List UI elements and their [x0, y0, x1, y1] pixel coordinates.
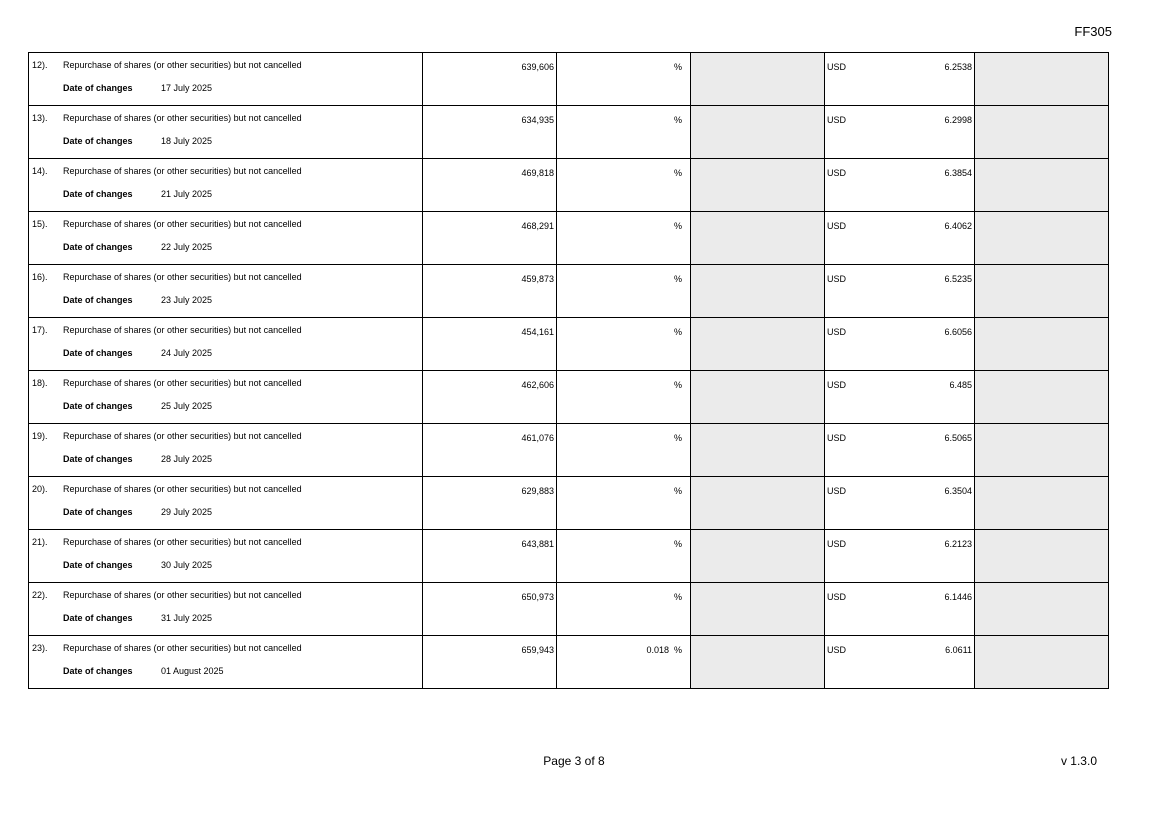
price-value: 6.485: [949, 380, 972, 390]
shaded-cell: [691, 424, 825, 477]
date-of-changes-label: Date of changes: [63, 189, 133, 199]
shaded-cell: [975, 636, 1109, 689]
percent-sign: %: [673, 486, 682, 496]
table-row: [29, 583, 1109, 636]
shaded-cell: [975, 530, 1109, 583]
shaded-cell: [691, 53, 825, 106]
page-number: Page 3 of 8: [543, 754, 605, 768]
date-of-changes-label: Date of changes: [63, 83, 133, 93]
transaction-description: Repurchase of shares (or other securities) but not cancelled: [63, 537, 302, 547]
description-cell: [29, 636, 423, 689]
shares-cell: [423, 212, 557, 265]
percentage-cell: [557, 212, 691, 265]
currency-code: USD: [827, 274, 847, 284]
shaded-cell: [691, 106, 825, 159]
shaded-cell: [975, 265, 1109, 318]
table-row: [29, 265, 1109, 318]
percent-sign: %: [673, 645, 682, 655]
price-cell: [825, 636, 975, 689]
description-cell: [29, 477, 423, 530]
price-cell: [825, 265, 975, 318]
shares-cell: [423, 53, 557, 106]
date-of-changes-value: 29 July 2025: [161, 507, 213, 517]
description-cell: [29, 530, 423, 583]
table-row: [29, 636, 1109, 689]
shares-count: 468,291: [521, 221, 554, 231]
shaded-cell: [975, 53, 1109, 106]
transaction-description: Repurchase of shares (or other securities) but not cancelled: [63, 219, 302, 229]
table-row: [29, 477, 1109, 530]
description-cell: [29, 212, 423, 265]
percentage-cell: [557, 159, 691, 212]
row-number: 21).: [32, 537, 48, 547]
price-value: 6.2123: [944, 539, 972, 549]
price-value: 6.2998: [944, 115, 972, 125]
shares-cell: [423, 583, 557, 636]
shaded-cell: [691, 159, 825, 212]
shares-cell: [423, 265, 557, 318]
row-number: 19).: [32, 431, 48, 441]
shaded-cell: [691, 371, 825, 424]
table-row: [29, 159, 1109, 212]
price-cell: [825, 159, 975, 212]
shares-count: 629,883: [521, 486, 554, 496]
percentage-cell: [557, 583, 691, 636]
percent-sign: %: [673, 221, 682, 231]
date-of-changes-label: Date of changes: [63, 348, 133, 358]
percent-sign: %: [673, 539, 682, 549]
percent-sign: %: [673, 380, 682, 390]
percentage-cell: [557, 477, 691, 530]
shares-count: 650,973: [521, 592, 554, 602]
price-cell: [825, 212, 975, 265]
date-of-changes-label: Date of changes: [63, 666, 133, 676]
price-cell: [825, 371, 975, 424]
row-number: 20).: [32, 484, 48, 494]
currency-code: USD: [827, 168, 847, 178]
shaded-cell: [691, 636, 825, 689]
shares-cell: [423, 636, 557, 689]
date-of-changes-label: Date of changes: [63, 401, 133, 411]
table-row: [29, 53, 1109, 106]
date-of-changes-value: 01 August 2025: [161, 666, 224, 676]
percentage-cell: [557, 53, 691, 106]
percent-sign: %: [673, 115, 682, 125]
price-value: 6.4062: [944, 221, 972, 231]
row-number: 15).: [32, 219, 48, 229]
shaded-cell: [691, 265, 825, 318]
price-cell: [825, 530, 975, 583]
row-number: 14).: [32, 166, 48, 176]
shaded-cell: [975, 424, 1109, 477]
date-of-changes-label: Date of changes: [63, 507, 133, 517]
currency-code: USD: [827, 645, 847, 655]
transaction-description: Repurchase of shares (or other securities) but not cancelled: [63, 378, 302, 388]
shaded-cell: [975, 371, 1109, 424]
price-value: 6.5065: [944, 433, 972, 443]
transaction-description: Repurchase of shares (or other securities) but not cancelled: [63, 166, 302, 176]
date-of-changes-value: 30 July 2025: [161, 560, 213, 570]
shaded-cell: [691, 530, 825, 583]
table-row: [29, 371, 1109, 424]
price-value: 6.3854: [944, 168, 972, 178]
shares-count: 639,606: [521, 62, 554, 72]
description-cell: [29, 424, 423, 477]
row-number: 13).: [32, 113, 48, 123]
shares-cell: [423, 424, 557, 477]
shaded-cell: [975, 318, 1109, 371]
shares-count: 461,076: [521, 433, 554, 443]
shares-cell: [423, 371, 557, 424]
price-cell: [825, 106, 975, 159]
description-cell: [29, 371, 423, 424]
transaction-description: Repurchase of shares (or other securities) but not cancelled: [63, 590, 302, 600]
shares-count: 634,935: [521, 115, 554, 125]
currency-code: USD: [827, 221, 847, 231]
shaded-cell: [691, 318, 825, 371]
percentage-cell: [557, 424, 691, 477]
price-value: 6.3504: [944, 486, 972, 496]
percentage-cell: [557, 106, 691, 159]
transaction-description: Repurchase of shares (or other securities) but not cancelled: [63, 431, 302, 441]
date-of-changes-value: 24 July 2025: [161, 348, 213, 358]
date-of-changes-label: Date of changes: [63, 454, 133, 464]
transaction-description: Repurchase of shares (or other securities) but not cancelled: [63, 272, 302, 282]
row-number: 23).: [32, 643, 48, 653]
currency-code: USD: [827, 433, 847, 443]
shaded-cell: [975, 106, 1109, 159]
currency-code: USD: [827, 62, 847, 72]
table-row: [29, 424, 1109, 477]
shaded-cell: [975, 212, 1109, 265]
date-of-changes-value: 22 July 2025: [161, 242, 213, 252]
description-cell: [29, 318, 423, 371]
row-number: 17).: [32, 325, 48, 335]
description-cell: [29, 159, 423, 212]
description-cell: [29, 583, 423, 636]
row-number: 12).: [32, 60, 48, 70]
price-value: 6.2538: [944, 62, 972, 72]
price-value: 6.5235: [944, 274, 972, 284]
description-cell: [29, 106, 423, 159]
table-row: [29, 106, 1109, 159]
date-of-changes-value: 23 July 2025: [161, 295, 213, 305]
price-cell: [825, 424, 975, 477]
description-cell: [29, 265, 423, 318]
date-of-changes-value: 17 July 2025: [161, 83, 213, 93]
shares-count: 454,161: [521, 327, 554, 337]
table-row: [29, 318, 1109, 371]
percentage-cell: [557, 265, 691, 318]
shares-count: 462,606: [521, 380, 554, 390]
description-cell: [29, 53, 423, 106]
percentage-value: 0.018: [646, 645, 669, 655]
currency-code: USD: [827, 380, 847, 390]
version-label: v 1.3.0: [1060, 754, 1097, 768]
shaded-cell: [975, 159, 1109, 212]
transaction-description: Repurchase of shares (or other securities) but not cancelled: [63, 325, 302, 335]
shares-cell: [423, 159, 557, 212]
shaded-cell: [691, 583, 825, 636]
currency-code: USD: [827, 539, 847, 549]
date-of-changes-label: Date of changes: [63, 295, 133, 305]
date-of-changes-value: 18 July 2025: [161, 136, 213, 146]
price-cell: [825, 583, 975, 636]
shares-cell: [423, 477, 557, 530]
percent-sign: %: [673, 62, 682, 72]
price-cell: [825, 318, 975, 371]
shares-count: 643,881: [521, 539, 554, 549]
shares-count: 459,873: [521, 274, 554, 284]
date-of-changes-value: 25 July 2025: [161, 401, 213, 411]
date-of-changes-value: 31 July 2025: [161, 613, 213, 623]
shaded-cell: [975, 583, 1109, 636]
date-of-changes-value: 21 July 2025: [161, 189, 213, 199]
percentage-cell: [557, 530, 691, 583]
date-of-changes-label: Date of changes: [63, 242, 133, 252]
price-value: 6.6056: [944, 327, 972, 337]
percentage-cell: [557, 371, 691, 424]
price-cell: [825, 477, 975, 530]
table-row: [29, 530, 1109, 583]
table-row: [29, 212, 1109, 265]
form-code: FF305: [1074, 24, 1112, 39]
percent-sign: %: [673, 168, 682, 178]
shaded-cell: [975, 477, 1109, 530]
transaction-description: Repurchase of shares (or other securities) but not cancelled: [63, 643, 302, 653]
percent-sign: %: [673, 327, 682, 337]
currency-code: USD: [827, 327, 847, 337]
row-number: 22).: [32, 590, 48, 600]
currency-code: USD: [827, 115, 847, 125]
currency-code: USD: [827, 592, 847, 602]
row-number: 16).: [32, 272, 48, 282]
currency-code: USD: [827, 486, 847, 496]
transaction-description: Repurchase of shares (or other securities) but not cancelled: [63, 113, 302, 123]
shares-cell: [423, 318, 557, 371]
shaded-cell: [691, 477, 825, 530]
price-value: 6.0611: [945, 645, 972, 655]
percent-sign: %: [673, 592, 682, 602]
price-cell: [825, 53, 975, 106]
shares-count: 659,943: [521, 645, 554, 655]
date-of-changes-label: Date of changes: [63, 560, 133, 570]
date-of-changes-value: 28 July 2025: [161, 454, 213, 464]
date-of-changes-label: Date of changes: [63, 613, 133, 623]
row-number: 18).: [32, 378, 48, 388]
date-of-changes-label: Date of changes: [63, 136, 133, 146]
price-value: 6.1446: [944, 592, 972, 602]
share-repurchase-table: [28, 52, 1109, 689]
transaction-description: Repurchase of shares (or other securities) but not cancelled: [63, 60, 302, 70]
percentage-cell: [557, 636, 691, 689]
percent-sign: %: [673, 274, 682, 284]
percent-sign: %: [673, 433, 682, 443]
transaction-description: Repurchase of shares (or other securities) but not cancelled: [63, 484, 302, 494]
shares-cell: [423, 106, 557, 159]
percentage-cell: [557, 318, 691, 371]
shares-count: 469,818: [521, 168, 554, 178]
shaded-cell: [691, 212, 825, 265]
shares-cell: [423, 530, 557, 583]
